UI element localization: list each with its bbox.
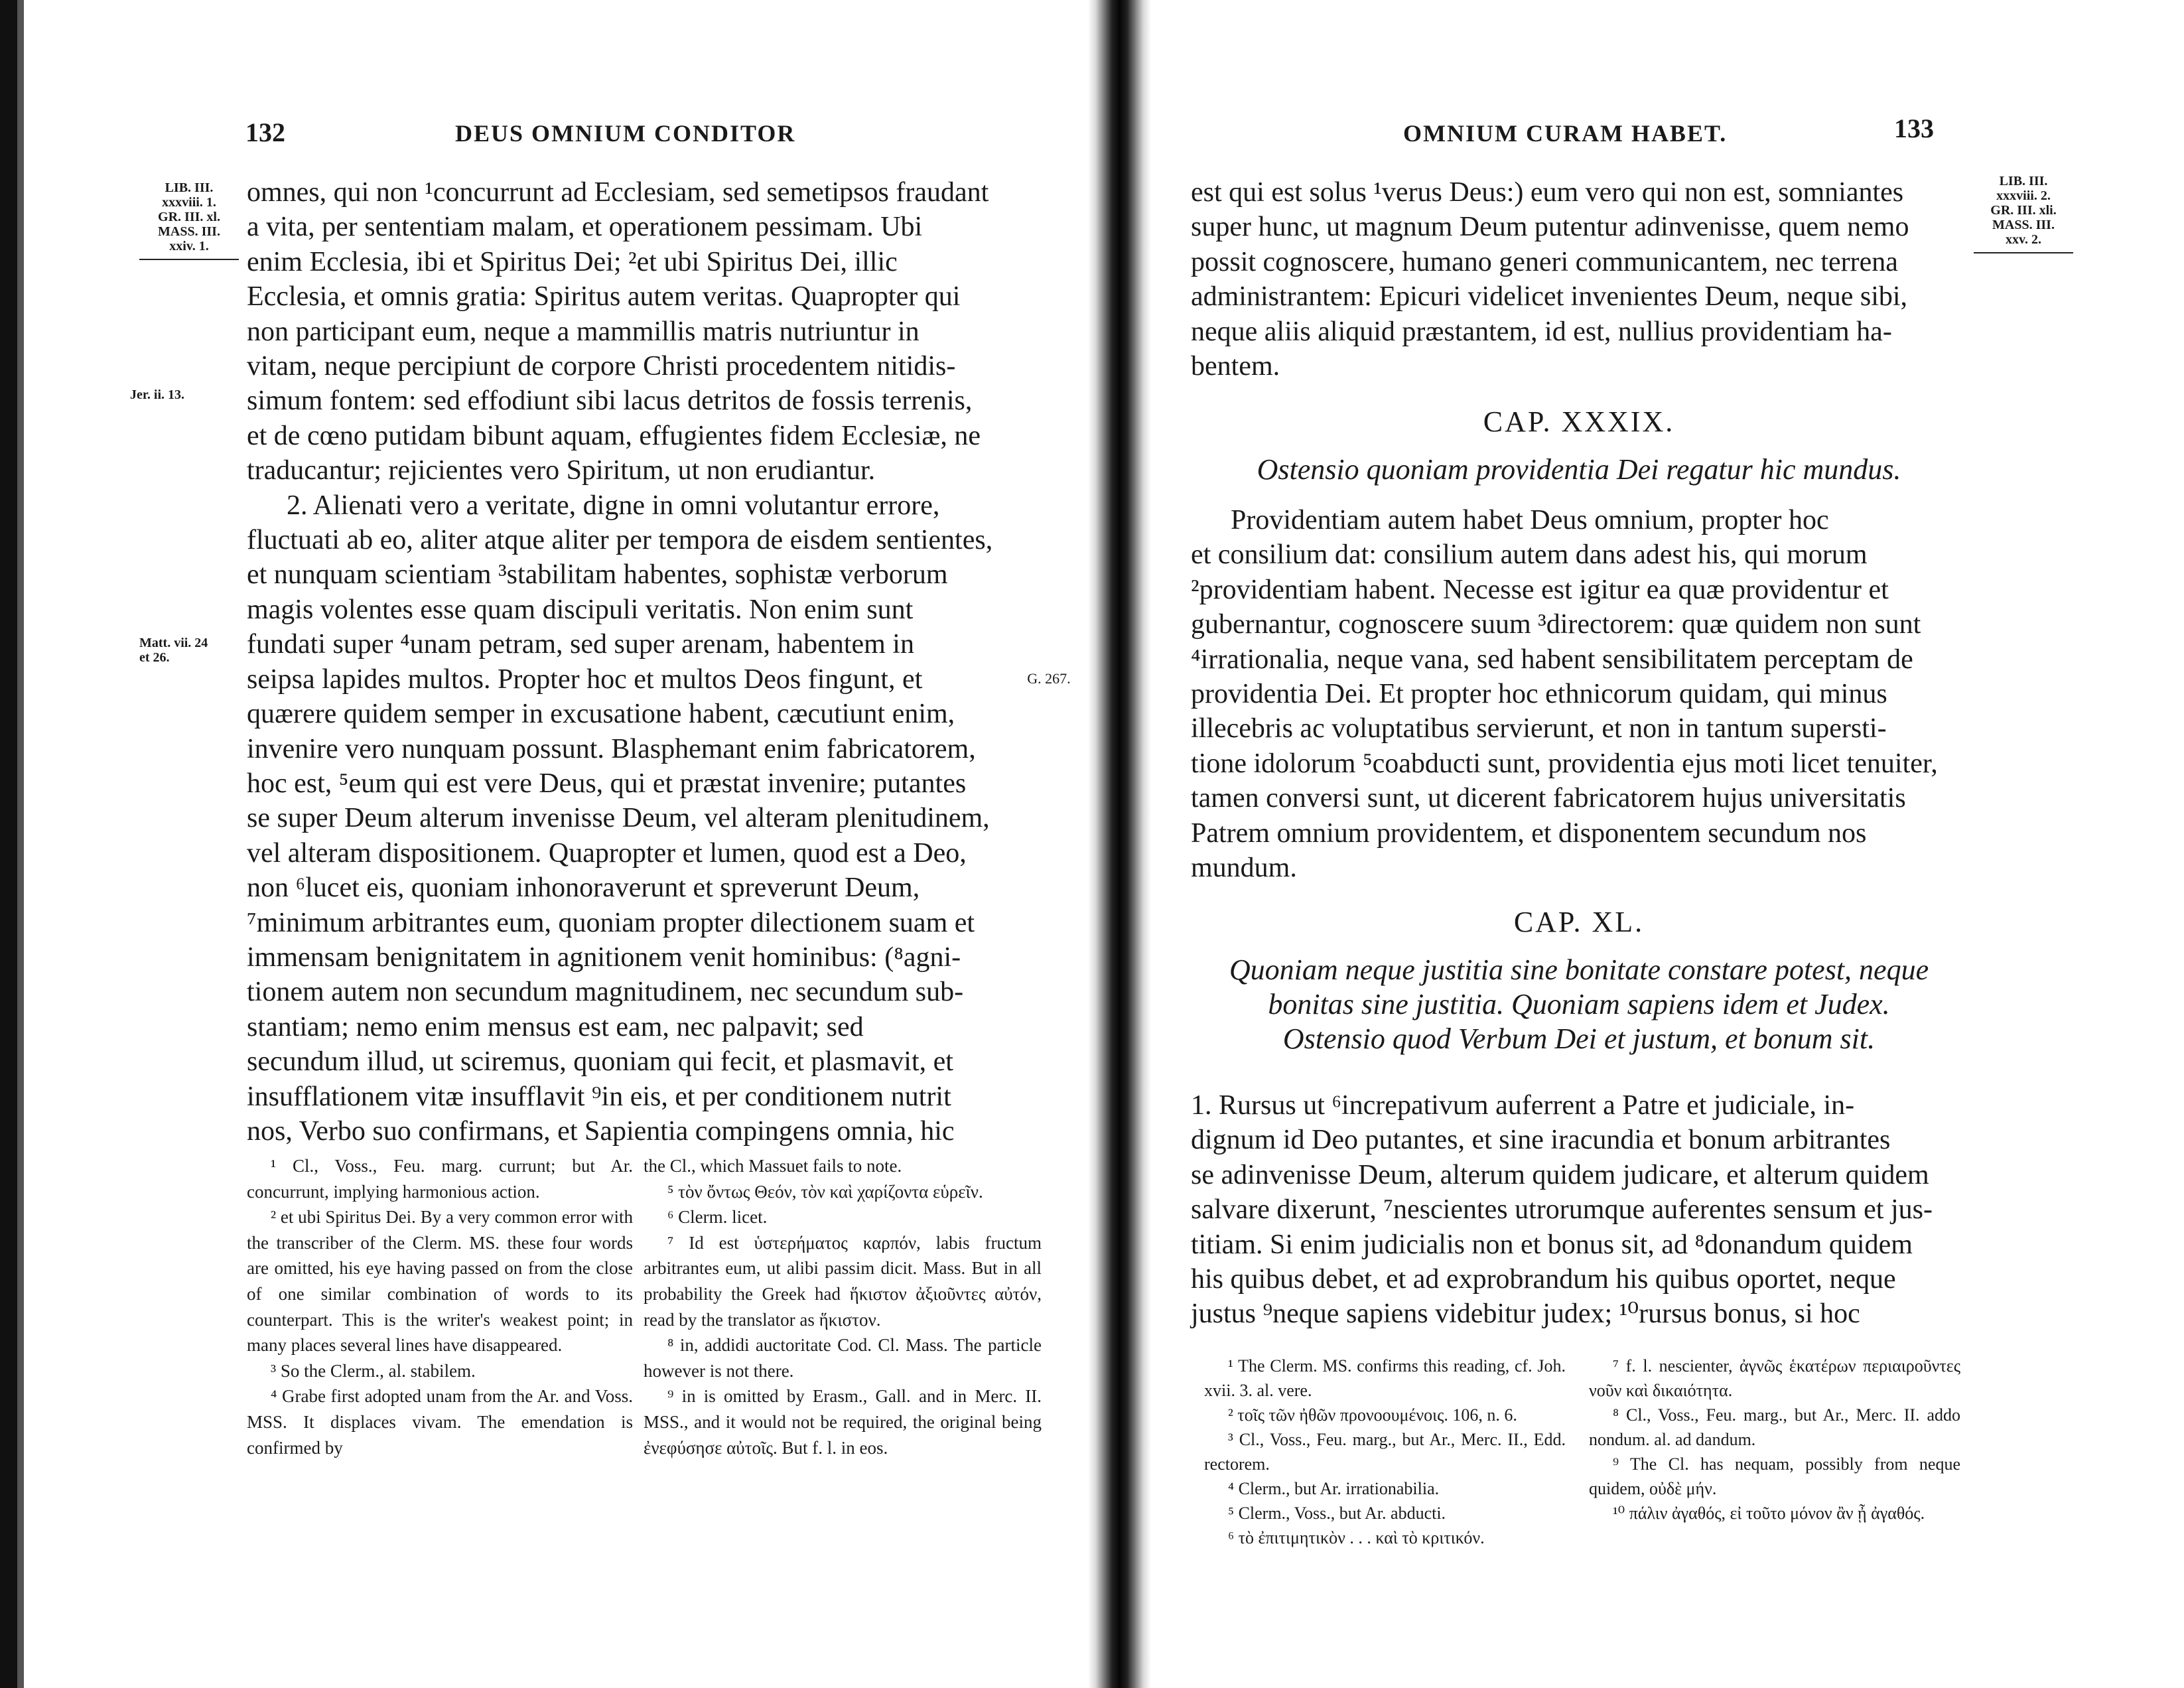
footnote: ⁷ f. l. nescienter, ἀγνῶς ἑκατέρων περιαιροῦντες νοῦν καὶ δικαιότητα. [1589, 1356, 1960, 1400]
text-line: providentia Dei. Et propter hoc ethnicorum quidam, qui minus [1191, 679, 1887, 710]
footnote: ² et ubi Spiritus Dei. By a very common error with the transcriber of the Clerm. MS. these four words are omitted, his eye having passed on from the close of one similar combination of words to its counterpart. This is the writer's weakest point; in many places several lines have disappeared. [247, 1207, 633, 1356]
text-line: a vita, per sententiam malam, et operationem pessimam. Ubi [247, 212, 923, 243]
text-line: super hunc, ut magnum Deum putentur adinvenisse, quem nemo [1191, 212, 1909, 243]
text-line: neque aliis aliquid præstantem, id est, nullius providentiam ha- [1191, 316, 1892, 347]
footnote: ¹⁰ πάλιν ἀγαθός, εἰ τοῦτο μόνον ἂν ᾖ ἀγαθός. [1613, 1504, 1925, 1523]
text-line: Patrem omnium providentem, et disponentem secundum nos [1191, 817, 1867, 849]
text-line: simum fontem: sed effodiunt sibi lacus detritos de fossis terrenis, [247, 386, 973, 417]
footnote: ⁹ The Cl. has nequam, possibly from neque quidem, οὐδὲ μήν. [1589, 1454, 1960, 1498]
text-line: 2. Alienati vero a veritate, digne in omni volutantur errore, [287, 490, 940, 521]
text-line: magis volentes esse quam discipuli veritatis. Non enim sunt [247, 594, 914, 625]
text-line: invenire vero nunquam possunt. Blasphemant enim fabricatorem, [247, 733, 976, 764]
text-line: hoc est, ⁵eum qui est vere Deus, qui et præstat invenire; putantes [247, 768, 967, 799]
text-line: titiam. Si enim judicialis non et bonus sit, ad ⁸donandum quidem [1191, 1229, 1913, 1260]
chapter-text [1191, 503, 1967, 885]
text-line: et de cœno putidam bibunt aquam, effugientes fidem Ecclesiæ, ne [247, 420, 981, 451]
text-line: fundati super ⁴unam petram, sed super arenam, habentem in [247, 629, 914, 660]
footnotes-column-2 [1589, 1354, 1960, 1525]
footnote: ⁴ Clerm., but Ar. irrationabilia. [1228, 1479, 1440, 1498]
text-line: omnes, qui non ¹concurrunt ad Ecclesiam, sed semetipsos fraudant [247, 177, 989, 208]
page-number: 132 [245, 117, 285, 147]
left-page [24, 0, 1088, 1688]
text-line: traducantur; rejicientes vero Spiritum, ut non erudiantur. [247, 455, 876, 486]
text-line: tione idolorum ⁵coabducti sunt, providentia ejus moti licet tenuiter, [1191, 748, 1938, 779]
margin-reference-jer: Jer. ii. 13. [130, 387, 185, 402]
text-line: 1. Rursus ut ⁶increpativum auferrent a Patre et judiciale, in- [1191, 1090, 1855, 1121]
chapter-text [1191, 1088, 1967, 1332]
text-line: immensam benignitatem in agnitionem venit hominibus: (⁸agni- [247, 942, 961, 973]
footnote: ⁶ τὸ ἐπιτιμητικὸν . . . καὶ τὸ κριτικόν. [1228, 1528, 1485, 1547]
margin-reference: LIB. III. xxxviii. 1. GR. III. xl. MASS. III. xxiv. 1. [139, 180, 239, 260]
footnote: ⁵ Clerm., Voss., but Ar. abducti. [1228, 1504, 1446, 1523]
margin-reference-matt: Matt. vii. 24 et 26. [139, 636, 208, 665]
footnote: ¹ Cl., Voss., Feu. marg. currunt; but Ar. concurrunt, implying harmonious action. [247, 1156, 633, 1202]
text-line: salvare dixerunt, ⁷nescientes utrorumque auferentes sensum et jus- [1191, 1194, 1933, 1226]
text-line: secundum illud, ut sciremus, quoniam qui fecit, et plasmavit, et [247, 1046, 953, 1078]
text-line: stantiam; nemo enim mensus est eam, nec palpavit; sed [247, 1011, 864, 1042]
text-line: his quibus debet, et ad exprobrandum his quibus oportet, neque [1191, 1264, 1896, 1295]
chapter-subtitle: Ostensio quoniam providentia Dei regatur hic mundus. [1257, 453, 1901, 486]
text-line: quærere quidem semper in excusatione habent, cæcutiunt enim, [247, 699, 955, 730]
intro-text [1191, 175, 1967, 384]
chapter-subtitle: Quoniam neque justitia sine bonitate constare potest, neque bonitas sine justitia. Quoniam sapiens idem et Judex. Ostensio quod Verbum Dei et justum, et bonum sit. [1229, 953, 1929, 1055]
text-line: bentem. [1191, 351, 1280, 382]
text-line: ⁷minimum arbitrantes eum, quoniam propter dilectionem suam et [247, 907, 975, 938]
footnote: ² τοῖς τῶν ἠθῶν προνοουμένοις. 106, n. 6. [1228, 1405, 1517, 1425]
footnote: ⁹ in is omitted by Erasm., Gall. and in Merc. II. MSS., and it would not be required, the original being ἐνεφύσησε αὐτοῖς. But f. l. in eos. [644, 1386, 1042, 1458]
text-line: et consilium dat: consilium autem dans adest his, qui morum [1191, 539, 1868, 571]
footnote: ⁴ Grabe first adopted unam from the Ar. and Voss. MSS. It displaces vivam. The emendation is confirmed by [247, 1386, 633, 1458]
book-spine-edge [0, 0, 17, 1688]
text-line: se super Deum alterum invenisse Deum, vel alteram plenitudinem, [247, 803, 990, 834]
chapter-heading: CAP. XXXIX. [1483, 405, 1675, 438]
chapter-heading: CAP. XL. [1513, 906, 1645, 938]
text-line: est qui est solus ¹verus Deus:) eum vero qui non est, somniantes [1191, 177, 1904, 208]
footnote: ³ Cl., Voss., Feu. marg., but Ar., Merc. II., Edd. rectorem. [1204, 1430, 1566, 1474]
text-line: non participant eum, neque a mammillis matris nutriuntur in [247, 316, 920, 347]
page-stack-edge [17, 0, 24, 1688]
text-line: tamen conversi sunt, ut dicerent fabricatorem hujus universitatis [1191, 783, 1906, 814]
text-line: gubernantur, cognoscere suum ³directorem: quæ quidem non sunt [1191, 609, 1921, 640]
text-line: illecebris ac voluptatibus servierunt, et non in tantum supersti- [1191, 713, 1887, 744]
footnote: ³ So the Clerm., al. stabilem. [271, 1360, 476, 1381]
footnote: ⁸ Cl., Voss., Feu. marg., but Ar., Merc. II. addo nondum. al. ad dandum. [1589, 1405, 1960, 1449]
text-line: ⁴irrationalia, neque vana, sed habent sensibilitatem perceptam de [1191, 644, 1913, 675]
text-line: mundum. [1191, 853, 1297, 884]
text-line: non ⁶lucet eis, quoniam inhonoraverunt et spreverunt Deum, [247, 873, 920, 904]
text-line: administrantem: Epicuri videlicet invenientes Deum, neque sibi, [1191, 281, 1908, 313]
text-line: possit cognoscere, humano generi communicantem, nec terrena [1191, 246, 1898, 277]
text-line: justus ⁹neque sapiens videbitur judex; ¹⁰rursus bonus, si hoc [1191, 1299, 1860, 1330]
footnote: the Cl., which Massuet fails to note. [644, 1156, 902, 1176]
footnote: ⁶ Clerm. licet. [667, 1207, 768, 1228]
text-line: Ecclesia, et omnis gratia: Spiritus autem veritas. Quapropter qui [247, 281, 961, 313]
right-page [1151, 0, 2184, 1688]
footnote: ⁵ τὸν ὄντως Θεόν, τὸν καὶ χαρίζοντα εὑρεῖν. [667, 1181, 983, 1202]
running-head: DEUS OMNIUM CONDITOR [455, 120, 796, 147]
running-head: OMNIUM CURAM HABET. [1403, 120, 1728, 147]
margin-reference: LIB. III. xxxviii. 2. GR. III. xli. MASS. III. xxv. 2. [1974, 174, 2073, 253]
text-line: tionem autem non secundum magnitudinem, nec secundum sub- [247, 977, 964, 1008]
text-line: enim Ecclesia, ibi et Spiritus Dei; ²et ubi Spiritus Dei, illic [247, 246, 898, 277]
footnotes-column-1 [247, 1153, 633, 1460]
page-number: 133 [1894, 113, 1934, 143]
text-line: nos, Verbo suo confirmans, et Sapientia compingens omnia, hic [247, 1115, 955, 1147]
text-line: et nunquam scientiam ³stabilitam habentes, sophistæ verborum [247, 559, 948, 591]
footnotes-column-2 [644, 1153, 1042, 1460]
book-gutter [1088, 0, 1151, 1688]
text-line: Providentiam autem habet Deus omnium, propter hoc [1231, 505, 1829, 535]
text-line: se adinvenisse Deum, alterum quidem judicare, et alterum quidem [1191, 1159, 1929, 1190]
footnotes-column-1 [1204, 1354, 1566, 1550]
main-text [247, 175, 1043, 1149]
text-line: vitam, neque percipiunt de corpore Christi procedentem nitidis- [247, 351, 956, 382]
text-line: insufflationem vitæ insufflavit ⁹in eis, et per conditionem nutrit [247, 1081, 951, 1112]
text-line: seipsa lapides multos. Propter hoc et multos Deos fingunt, et [247, 664, 923, 695]
footnote: ⁷ Id est ὑστερήματος καρπόν, labis fructum arbitrantes eum, ut alibi passim dicit. Mass. But in all probability the Greek had ἥκιστον ἀξιοῦντες αὐτόν, read by the translator as ἥκιστον. [644, 1232, 1042, 1330]
text-line: ²providentiam habent. Necesse est igitur ea quæ providentur et [1191, 574, 1889, 605]
footnote: ¹ The Clerm. MS. confirms this reading, cf. Joh. xvii. 3. al. vere. [1204, 1356, 1566, 1400]
footnote: ⁸ in, addidi auctoritate Cod. Cl. Mass. The particle however is not there. [644, 1335, 1042, 1381]
margin-reference-g267: G. 267. [1027, 670, 1071, 687]
text-line: fluctuati ab eo, aliter atque aliter per tempora de eisdem sentientes, [247, 525, 993, 556]
text-line: vel alteram dispositionem. Quapropter et lumen, quod est a Deo, [247, 837, 967, 869]
text-line: dignum id Deo putantes, et sine iracundia et bonum arbitrantes [1191, 1125, 1891, 1156]
